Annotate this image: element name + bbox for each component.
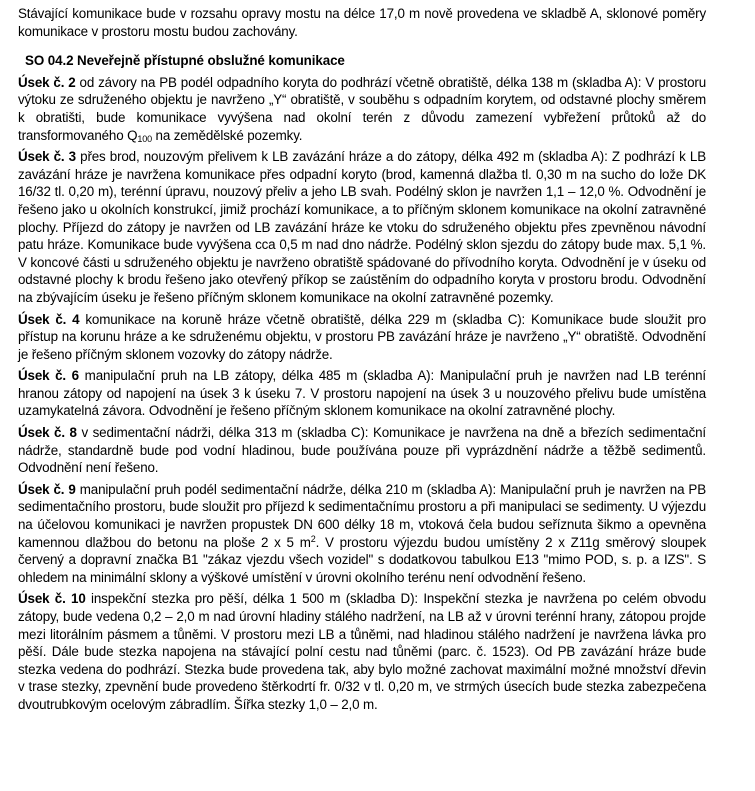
segment-4-paragraph (18, 311, 706, 364)
segment-label: Úsek č. 9 (18, 481, 76, 497)
segment-text: manipulační pruh na LB zátopy, délka 485 m (skladba A): Manipulační pruh je navržen nad LB terénní hranou zátopy od napojení na úsek 3 k úseku 7. V prostoru napojení na úsek 3 u nouzového přelivu bude umístěna uzamykatelná závora. Odvodnění je řešeno příčným sklonem komunikace na okolní zatravněné plochy. (18, 368, 707, 419)
segment-text: přes brod, nouzovým přelivem k LB zavázání hráze a do zátopy, délka 492 m (skladba A): Z podhrází k LB zavázání hráze je navržena komunikace přes odpadní koryto (brod, kamenná dlažba tl. 0,30 m na sucho do lože DK 16/32 tl. 0,20 m), terénní úpravu, nouzový přeliv a jeho LB svah. Podélný sklon je navržen 1,1 – 12,0 %. Odvodnění je řešeno jako u okolních konstrukcí, jimiž prochází komunikace, a to příčným sklonem komunikace na okolní zatravněné plochy. Příjezd do zátopy je navržen od LB zavázání hráze ke vtoku do sdruženého objektu přes zpevněnou návodní patu hráze. Komunikace bude vyvýšena cca 0,5 m nad dno nádrže. Podélný sklon sjezdu do zátopy bude max. 5,1 %. V koncové části u sdruženého objektu je navrženo obratiště spádované do přívodního koryta. Odvodnění je v úseku od odstavné plochy k brodu řešeno jako otevřený příkop se zaústěním do odpadního koryta v prostoru brodu. Odvodnění na zbývajícím úseku je řešeno příčným sklonem komunikace na okolní zatravněné pozemky. (18, 149, 706, 305)
segment-text: v sedimentační nádrži, délka 313 m (skladba C): Komunikace je navržena na dně a březích sedimentační nádrže, standardně bude pod vodní hladinou, bude používána pouze při vyprázdnění nádrže a těžbě sedimentů. Odvodnění není řešeno. (18, 425, 706, 476)
segment-text: komunikace na koruně hráze včetně obratiště, délka 229 m (skladba C): Komunikace bude sloužit pro přístup na korunu hráze a ke sdruženému objektu, v prostoru PB zavázání hráze je navrženo „Y“ obratiště. Odvodnění je řešeno příčným sklonem vozovky do zátopy nádrže. (18, 311, 706, 362)
superscript: 2 (310, 533, 316, 544)
segment-label: Úsek č. 4 (18, 311, 80, 327)
segment-text: manipulační pruh podél sedimentační nádrže, délka 210 m (skladba A): Manipulační pruh je navržen na PB sedimentačního prostoru, bude sloužit pro příjezd k sedimentačnímu prostoru a při manipulaci se sedimenty. U výjezdu na účelovou komunikaci je navržen propustek DN 600 délky 18 m, vtoková čela budou seříznuta šikmo a opevněna kamennou dlažbou do betonu na ploše 2 x 5 m (18, 481, 706, 550)
segment-3-paragraph (18, 148, 706, 306)
segment-label: Úsek č. 2 (18, 74, 76, 90)
section-heading: SO 04.2 Neveřejně přístupné obslužné komunikace (25, 53, 345, 69)
segment-text: od závory na PB podél odpadního koryta do podhrází včetně obratiště, délka 138 m (skladba A): V prostoru výtoku ze sdruženého objektu je navrženo „Y“ obratiště, v souběhu s odpadním korytem, od odstavné plochy směrem k obratišti, bude komunikace vyvýšena nad okolní terén z důvodu zamezení vybřežení průtoků až do transformovaného Q (18, 74, 707, 143)
segment-text: na zemědělské pozemky. (151, 127, 303, 143)
segment-label: Úsek č. 8 (18, 425, 77, 441)
segment-10-paragraph (18, 590, 706, 713)
intro-paragraph: Stávající komunikace bude v rozsahu opravy mostu na délce 17,0 m nově provedena ve skladbě A, sklonové poměry komunikace v prostoru mostu budou zachovány. (18, 6, 706, 39)
segment-6-paragraph (18, 367, 706, 420)
segment-text: . V prostoru výjezdu budou umístěny 2 x Z11g směrový sloupek červený a dopravní značka B1 "zákaz vjezdu všech vozidel" s dodatkovou tabulkou E13 "mimo POD, s. p. a IZS". S ohledem na minimální sklony a výškové umístění v úrovni okolního terénu není odvodnění řešeno. (18, 534, 706, 585)
segment-9-paragraph (18, 481, 706, 587)
segment-label: Úsek č. 10 (18, 591, 86, 607)
segment-2-paragraph (18, 74, 706, 144)
segment-text: inspekční stezka pro pěší, délka 1 500 m (skladba D): Inspekční stezka je navržena po celém obvodu zátopy, bude vedena 0,2 – 2,0 m nad úrovní hladiny stálého nadržení, na LB až v úrovni terénní hrany, zátopou projde mezi litorálním pásmem a tůněmi. V prostoru mezi LB a tůněmi, nad hladinou stálého nadržení je navržena lávka pro pěší. Dále bude stezka napojena na stávající polní cestu nad tůněmi (parc. č. 1523). Od PB zavázání hráze bude stezka vedena do podhrází. Stezka bude provedena tak, aby bylo možné zachovat maximální možné množství dřevin v trase stezky, zpevnění bude provedeno štěrkodrtí fr. 0/32 v tl. 0,20 m, ve strmých úsecích bude stezka zabezpečena dvoutrubkovým ocelovým zábradlím. Šířka stezky 1,0 – 2,0 m. (18, 591, 706, 712)
segment-label: Úsek č. 3 (18, 149, 76, 165)
subscript: 100 (137, 133, 152, 144)
segment-label: Úsek č. 6 (18, 368, 79, 384)
segment-8-paragraph (18, 424, 706, 477)
